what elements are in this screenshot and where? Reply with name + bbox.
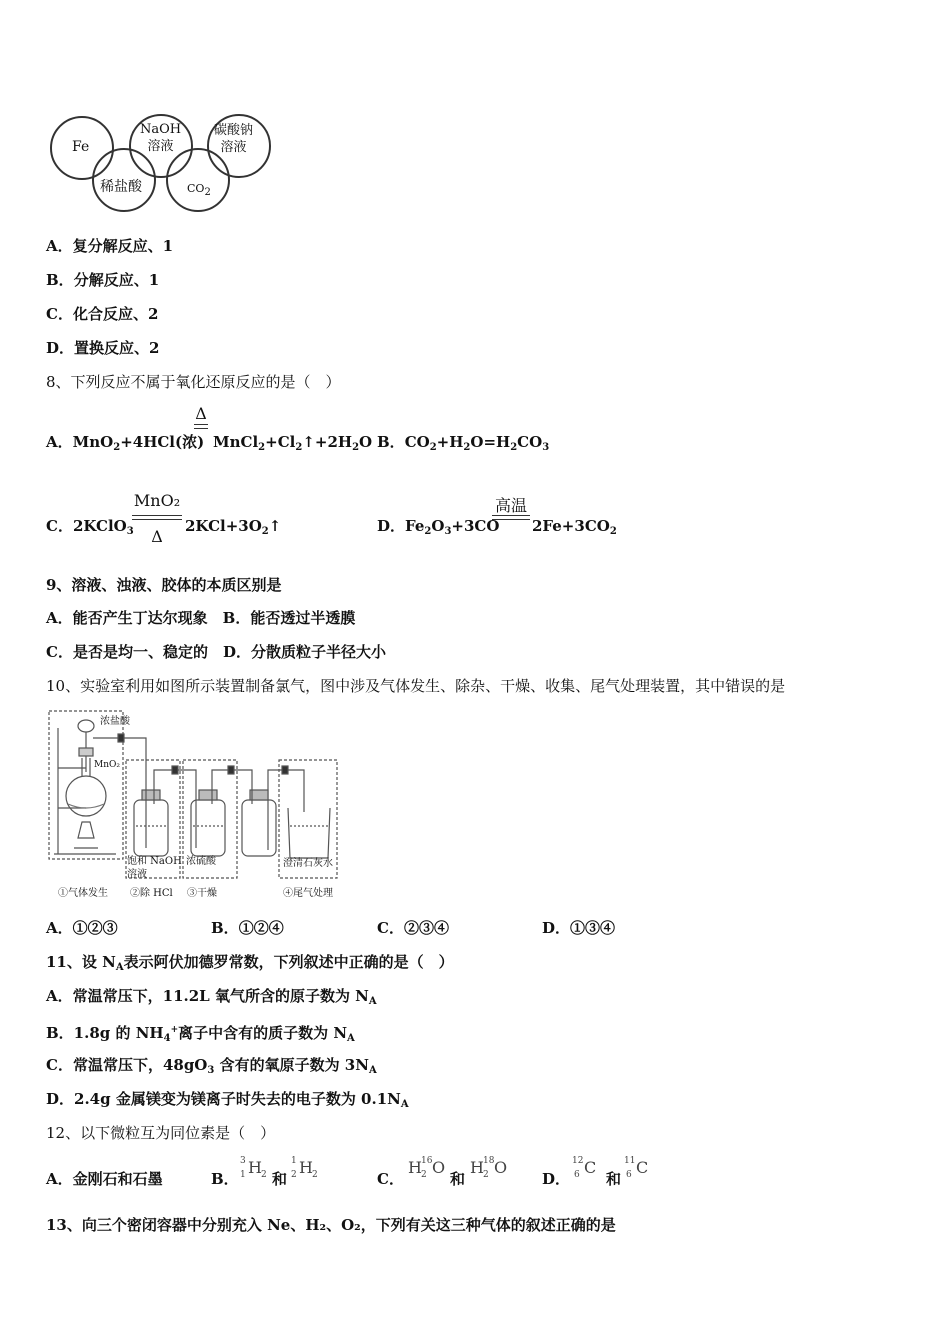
q10-stem: 10、实验室利用如图所示装置制备氯气，图中涉及气体发生、除杂、干燥、收集、尾气处理装置，其中错误的是 [46, 677, 786, 695]
label-mno2: MnO₂ [94, 760, 120, 770]
q12-stem: 12、以下微粒互为同位素是（ ） [46, 1124, 276, 1142]
q8-option-a: A．MnO$_2$+4HCl(浓) [46, 433, 205, 453]
q10-option-c: C．②③④ [377, 919, 449, 937]
q13-stem: 13、向三个密闭容器中分别充入 Ne、H₂、O₂，下列有关这三种气体的叙述正确的是 [46, 1216, 616, 1234]
q11-option-c: C．常温常压下，$48gO_3$ 含有的氧原子数为 $3N_A$ [46, 1056, 377, 1076]
q11-option-b: B．1.8g 的 $NH_4^+$离子中含有的质子数为 $N_A$ [46, 1024, 355, 1044]
caption-remove-hcl: ②除 HCl [130, 888, 173, 899]
q9-stem: 9、溶液、浊液、胶体的本质区别是 [46, 576, 282, 594]
label-conc-h2so4: 浓硫酸 [186, 856, 216, 867]
q8-option-c: C．2KClO$_3$ [46, 517, 134, 537]
venn-label-naoh: NaOH 溶液 [140, 122, 182, 154]
q8-c-products: $2KCl+3O_2↑$ [185, 517, 282, 537]
venn-label-fe: Fe [72, 139, 90, 155]
q12-option-a: A．金刚石和石墨 [46, 1170, 163, 1188]
label-naoh: 饱和 NaOH [127, 856, 182, 867]
q9-options-row2: C．是否是均一、稳定的 D．分散质粒子半径大小 [46, 643, 386, 661]
q12-option-b: B． [211, 1170, 239, 1188]
q12-option-d: D． [542, 1170, 571, 1188]
caption-gas-generation: ①气体发生 [58, 888, 108, 899]
q8-c-equal-sign [132, 515, 182, 520]
chlorine-apparatus-diagram [46, 708, 346, 908]
q10-option-d: D．①③④ [542, 919, 616, 937]
q10-option-a: A．①②③ [46, 919, 118, 937]
label-conc-hcl: 浓盐酸 [100, 716, 130, 727]
q12-c-and: 和 [450, 1170, 466, 1188]
label-naoh-solution: 溶液 [127, 869, 147, 880]
q7-option-d: D．置换反应、2 [46, 339, 160, 357]
q12-d-and: 和 [606, 1170, 622, 1188]
label-limewater: 澄清石灰水 [283, 858, 333, 869]
q8-d-products: $2Fe+3CO_2$ [532, 517, 617, 537]
venn-label-co2: $CO_2$ [187, 182, 211, 198]
caption-tail-gas: ④尾气处理 [283, 888, 333, 899]
q8-d-condition: 高温 [494, 496, 527, 515]
beaker-limewater [288, 808, 330, 858]
q11-option-d: D．2.4g 金属镁变为镁离子时失去的电子数为 $0.1N_A$ [46, 1090, 409, 1110]
q10-option-b: B．①②④ [211, 919, 284, 937]
q11-stem: 11、设 $N_A$表示阿伏加德罗常数，下列叙述中正确的是（ ） [46, 953, 454, 973]
q12-b-and: 和 [272, 1170, 288, 1188]
q8-a-equal-sign [194, 424, 208, 429]
q8-option-d: D．$Fe_2O_3+3CO$ [377, 517, 500, 537]
q8-option-b: B．$CO_2+H_2O=H_2CO_3$ [377, 433, 550, 453]
q7-option-b: B．分解反应、1 [46, 271, 160, 289]
q12-option-c: C． [377, 1170, 404, 1188]
q9-options-row1: A．能否产生丁达尔现象 B．能否透过半透膜 [46, 609, 356, 627]
caption-dry: ③干燥 [187, 888, 217, 899]
q8-a-condition: Δ [195, 404, 207, 423]
q7-option-c: C．化合反应、2 [46, 305, 159, 323]
q8-a-products: $MnCl_2+Cl_2↑+2H_2O$ [213, 433, 373, 453]
q8-c-condition-top: MnO₂ [133, 491, 181, 510]
q7-option-a: A．复分解反应、1 [46, 237, 174, 255]
venn-label-hcl: 稀盐酸 [100, 179, 142, 195]
bottle-naoh [134, 800, 168, 856]
q11-option-a: A．常温常压下，11.2L 氧气所含的原子数为 $N_A$ [46, 987, 377, 1007]
bottle-collect [242, 800, 276, 856]
q8-d-equal-sign [492, 515, 530, 520]
q8-stem: 8、下列反应不属于氧化还原反应的是（ ） [46, 373, 341, 391]
venn-label-na2co3: 碳酸钠 溶液 [214, 123, 254, 155]
q8-c-condition-bottom: Δ [151, 527, 163, 546]
